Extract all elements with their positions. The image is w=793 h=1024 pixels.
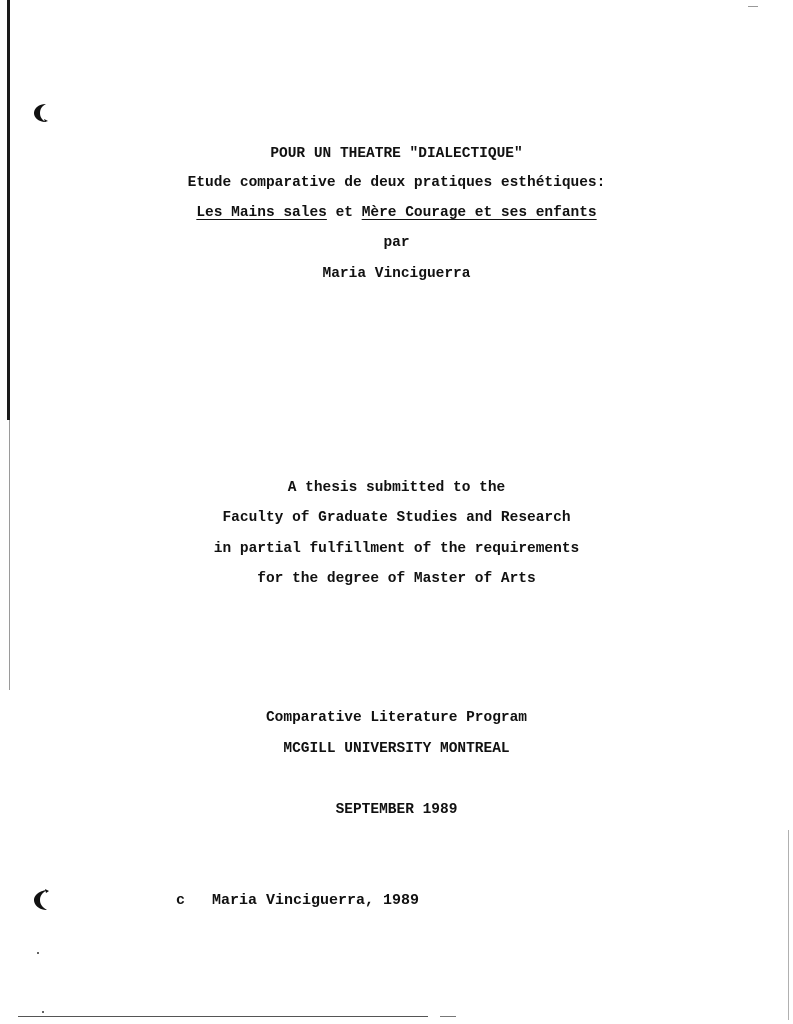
work-title-les-mains-sales: Les Mains sales <box>196 205 327 221</box>
copyright-notice <box>176 892 419 910</box>
university-name: MCGILL UNIVERSITY MONTREAL <box>283 741 510 757</box>
submission-line-1: A thesis submitted to the <box>287 480 506 496</box>
submission-line-4: for the degree of Master of Arts <box>257 571 536 587</box>
scan-speck <box>37 952 39 954</box>
author-name: Maria Vinciguerra <box>322 266 471 282</box>
by-line: par <box>383 235 410 251</box>
copyright-holder: Maria Vinciguerra, 1989 <box>212 892 420 909</box>
binder-hole-icon <box>32 888 52 910</box>
bottom-scan-edge-fragment <box>440 1016 456 1017</box>
right-scan-edge-faint <box>788 830 789 1020</box>
scan-speck <box>42 1011 44 1013</box>
program-name: Comparative Literature Program <box>265 710 528 726</box>
work-title-mere-courage: Mère Courage et ses enfants <box>361 205 597 221</box>
bottom-scan-edge <box>18 1016 428 1017</box>
works-connector: et <box>326 205 362 221</box>
thesis-subtitle: Etude comparative de deux pratiques esthétiques: <box>187 175 606 191</box>
submission-line-2: Faculty of Graduate Studies and Research <box>222 510 571 526</box>
submission-date: SEPTEMBER 1989 <box>335 802 458 818</box>
thesis-title: POUR UN THEATRE "DIALECTIQUE" <box>270 146 523 162</box>
copyright-symbol: c <box>176 892 186 909</box>
works-line <box>0 204 793 222</box>
binder-hole-icon <box>32 102 52 124</box>
top-scan-mark <box>748 6 758 7</box>
submission-line-3: in partial fulfillment of the requirements <box>213 541 580 557</box>
